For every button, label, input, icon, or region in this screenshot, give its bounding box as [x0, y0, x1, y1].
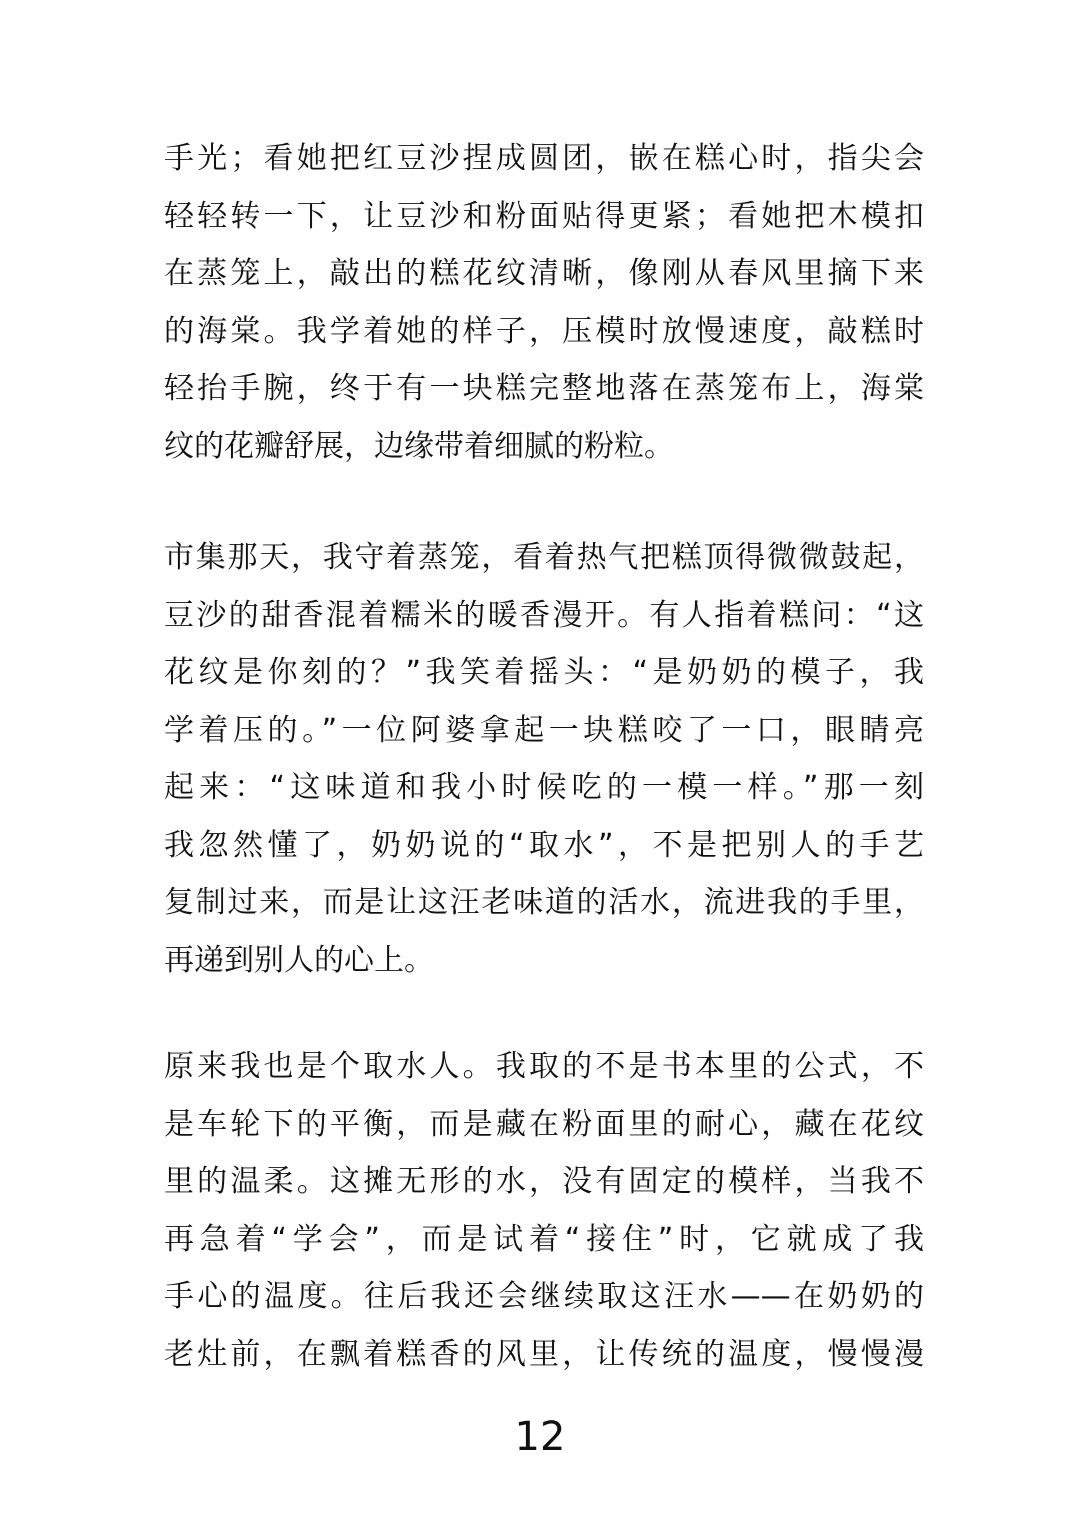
text-line: 再急着“学会”，而是试着“接住”时，它就成了我: [164, 1221, 924, 1257]
text-line: 豆沙的甜香混着糯米的暖香漫开。有人指着糕问：“这: [164, 597, 924, 633]
text-line: 手心的温度。往后我还会继续取这汪水——在奶奶的: [164, 1279, 924, 1314]
page-number: 12: [514, 1414, 566, 1460]
text-line: 原来我也是个取水人。我取的不是书本里的公式，不: [164, 1049, 924, 1084]
text-line: 我忽然懂了，奶奶说的“取水”，不是把别人的手艺: [164, 827, 924, 863]
text-line: 老灶前，在飘着糕香的风里，让传统的温度，慢慢漫: [164, 1336, 924, 1372]
text-line: 轻轻转一下，让豆沙和粉面贴得更紧；看她把木模扣: [164, 198, 924, 234]
text-line: 里的温柔。这摊无形的水，没有固定的模样，当我不: [164, 1164, 924, 1199]
paragraph-3: [164, 1038, 924, 1383]
text-line: 手光；看她把红豆沙捏成圆团，嵌在糕心时，指尖会: [164, 141, 924, 176]
text-line: 市集那天，我守着蒸笼，看着热气把糕顶得微微鼓起，: [164, 540, 924, 575]
text-line: 起来：“这味道和我小时候吃的一模一样。”那一刻: [164, 770, 924, 805]
text-line: 的海棠。我学着她的样子，压模时放慢速度，敲糕时: [164, 313, 924, 349]
text-line: 复制过来，而是让这汪老味道的活水，流进我的手里，: [164, 885, 924, 920]
paragraph-2: [164, 529, 924, 989]
text-line: 学着压的。”一位阿婆拿起一块糕咬了一口，眼睛亮: [164, 712, 924, 748]
text-line: 是车轮下的平衡，而是藏在粉面里的耐心，藏在花纹: [164, 1106, 924, 1142]
text-line: 在蒸笼上，敲出的糕花纹清晰，像刚从春风里摘下来: [164, 256, 924, 291]
paragraph-1: [164, 130, 924, 475]
text-line: 花纹是你刻的？”我笑着摇头：“是奶奶的模子，我: [164, 655, 924, 690]
text-line: 轻抬手腕，终于有一块糕完整地落在蒸笼布上，海棠: [164, 371, 924, 406]
text-line: 再递到别人的心上。: [164, 942, 434, 978]
text-line: 纹的花瓣舒展，边缘带着细腻的粉粒。: [164, 428, 674, 464]
